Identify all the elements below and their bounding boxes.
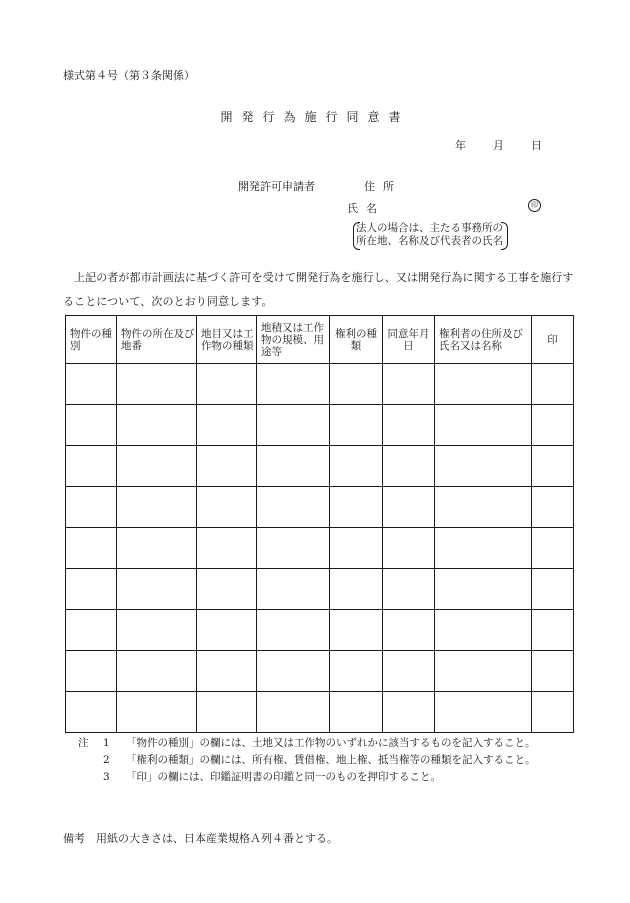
table-cell[interactable] <box>330 528 383 569</box>
document-title: 開発行為施行同意書 <box>220 110 410 124</box>
table-row <box>66 446 574 487</box>
table-row <box>66 405 574 446</box>
table-cell[interactable] <box>383 610 435 651</box>
table-cell[interactable] <box>257 364 330 405</box>
table-cell[interactable] <box>435 528 532 569</box>
table-cell[interactable] <box>257 692 330 733</box>
table-cell[interactable] <box>383 405 435 446</box>
table-cell[interactable] <box>330 446 383 487</box>
table-cell[interactable] <box>66 528 117 569</box>
corp-note-line2: 所在地、名称及び代表者の氏名 <box>356 235 503 247</box>
table-row <box>66 692 574 733</box>
table-cell[interactable] <box>66 405 117 446</box>
table-cell[interactable] <box>117 446 197 487</box>
table-cell[interactable] <box>435 610 532 651</box>
date-line <box>455 137 542 153</box>
table-header-row <box>66 316 574 364</box>
left-paren <box>353 222 360 250</box>
table-row <box>66 364 574 405</box>
table-cell[interactable] <box>435 692 532 733</box>
table-cell[interactable] <box>532 692 574 733</box>
date-month: 月 <box>493 139 504 152</box>
table-cell[interactable] <box>117 651 197 692</box>
header-location: 物件の所在及び地番 <box>117 316 197 364</box>
table-cell[interactable] <box>117 528 197 569</box>
right-paren <box>501 222 508 250</box>
address-label: 住所 <box>364 180 402 193</box>
table-cell[interactable] <box>383 692 435 733</box>
consent-table <box>65 315 574 733</box>
table-cell[interactable] <box>435 487 532 528</box>
table-cell[interactable] <box>197 610 257 651</box>
table-cell[interactable] <box>66 692 117 733</box>
name-label: 氏名 <box>347 202 385 215</box>
table-cell[interactable] <box>435 569 532 610</box>
table-cell[interactable] <box>117 487 197 528</box>
table-cell[interactable] <box>330 651 383 692</box>
table-cell[interactable] <box>383 651 435 692</box>
header-consent-date: 同意年月日 <box>383 316 435 364</box>
table-cell[interactable] <box>435 651 532 692</box>
header-right-type: 権利の種類 <box>330 316 383 364</box>
table-row <box>66 651 574 692</box>
table-cell[interactable] <box>532 528 574 569</box>
table-cell[interactable] <box>383 569 435 610</box>
corp-note-line1: 法人の場合は、主たる事務所の <box>356 222 503 234</box>
applicant-label: 開発許可申請者 <box>238 180 315 193</box>
note-text: 「権利の種類」の欄には、所有権、賃借権、地上権、抵当権等の種類を記入すること。 <box>126 754 536 766</box>
table-cell[interactable] <box>383 487 435 528</box>
header-seal: 印 <box>532 316 574 364</box>
notes-label: 注 <box>78 737 89 749</box>
table-cell[interactable] <box>117 692 197 733</box>
table-cell[interactable] <box>532 364 574 405</box>
table-cell[interactable] <box>117 364 197 405</box>
table-cell[interactable] <box>66 610 117 651</box>
table-cell[interactable] <box>66 364 117 405</box>
table-cell[interactable] <box>532 569 574 610</box>
table-cell[interactable] <box>330 569 383 610</box>
table-cell[interactable] <box>197 692 257 733</box>
table-row <box>66 610 574 651</box>
table-cell[interactable] <box>532 651 574 692</box>
table-cell[interactable] <box>197 528 257 569</box>
table-cell[interactable] <box>435 446 532 487</box>
table-cell[interactable] <box>435 364 532 405</box>
table-cell[interactable] <box>197 364 257 405</box>
table-cell[interactable] <box>257 651 330 692</box>
form-number: 様式第４号（第３条関係） <box>63 69 195 82</box>
table-cell[interactable] <box>532 446 574 487</box>
note-number: 2 <box>103 754 110 766</box>
table-row <box>66 569 574 610</box>
table-cell[interactable] <box>197 651 257 692</box>
table-row <box>66 528 574 569</box>
table-cell[interactable] <box>117 405 197 446</box>
note-item <box>78 735 536 752</box>
table-cell[interactable] <box>330 364 383 405</box>
table-cell[interactable] <box>66 569 117 610</box>
date-day: 日 <box>531 139 542 152</box>
table-cell[interactable] <box>197 487 257 528</box>
table-cell[interactable] <box>257 405 330 446</box>
table-cell[interactable] <box>532 487 574 528</box>
table-cell[interactable] <box>66 651 117 692</box>
note-number: 3 <box>103 771 110 783</box>
seal-mark: 印 <box>528 199 541 212</box>
table-cell[interactable] <box>257 610 330 651</box>
note-text: 「物件の種別」の欄には、土地又は工作物のいずれかに該当するものを記入すること。 <box>126 737 536 749</box>
table-cell[interactable] <box>532 405 574 446</box>
table-cell[interactable] <box>117 610 197 651</box>
header-area-scale: 地積又は工作物の規模、用途等 <box>257 316 330 364</box>
table-cell[interactable] <box>257 569 330 610</box>
table-cell[interactable] <box>532 610 574 651</box>
table-cell[interactable] <box>257 487 330 528</box>
note-number: 1 <box>103 737 110 749</box>
header-property-type: 物件の種別 <box>66 316 117 364</box>
header-land-category: 地目又は工作物の種類 <box>197 316 257 364</box>
table-cell[interactable] <box>197 569 257 610</box>
table-cell[interactable] <box>117 569 197 610</box>
table-cell[interactable] <box>435 405 532 446</box>
table-cell[interactable] <box>330 692 383 733</box>
table-cell[interactable] <box>197 405 257 446</box>
table-cell[interactable] <box>66 487 117 528</box>
consent-statement: 上記の者が都市計画法に基づく許可を受けて開発行為を施行し、又は開発行為に関する工事を施行することについて、次のとおり同意します。 <box>63 271 574 308</box>
table-cell[interactable] <box>330 405 383 446</box>
table-row <box>66 487 574 528</box>
table-cell[interactable] <box>257 528 330 569</box>
notes-section <box>78 735 536 786</box>
table-cell[interactable] <box>383 364 435 405</box>
table-cell[interactable] <box>383 528 435 569</box>
note-item <box>78 752 536 769</box>
header-holder-name: 権利者の住所及び氏名又は名称 <box>435 316 532 364</box>
table-cell[interactable] <box>383 446 435 487</box>
table-cell[interactable] <box>257 446 330 487</box>
table-cell[interactable] <box>330 610 383 651</box>
table-cell[interactable] <box>330 487 383 528</box>
date-year: 年 <box>455 139 466 152</box>
remark: 備考 用紙の大きさは、日本産業規格Ａ列４番とする。 <box>63 832 338 845</box>
note-item <box>78 769 536 786</box>
table-cell[interactable] <box>197 446 257 487</box>
table-cell[interactable] <box>66 446 117 487</box>
corporation-note <box>356 222 503 248</box>
note-text: 「印」の欄には、印鑑証明書の印鑑と同一のものを押印すること。 <box>126 771 441 783</box>
